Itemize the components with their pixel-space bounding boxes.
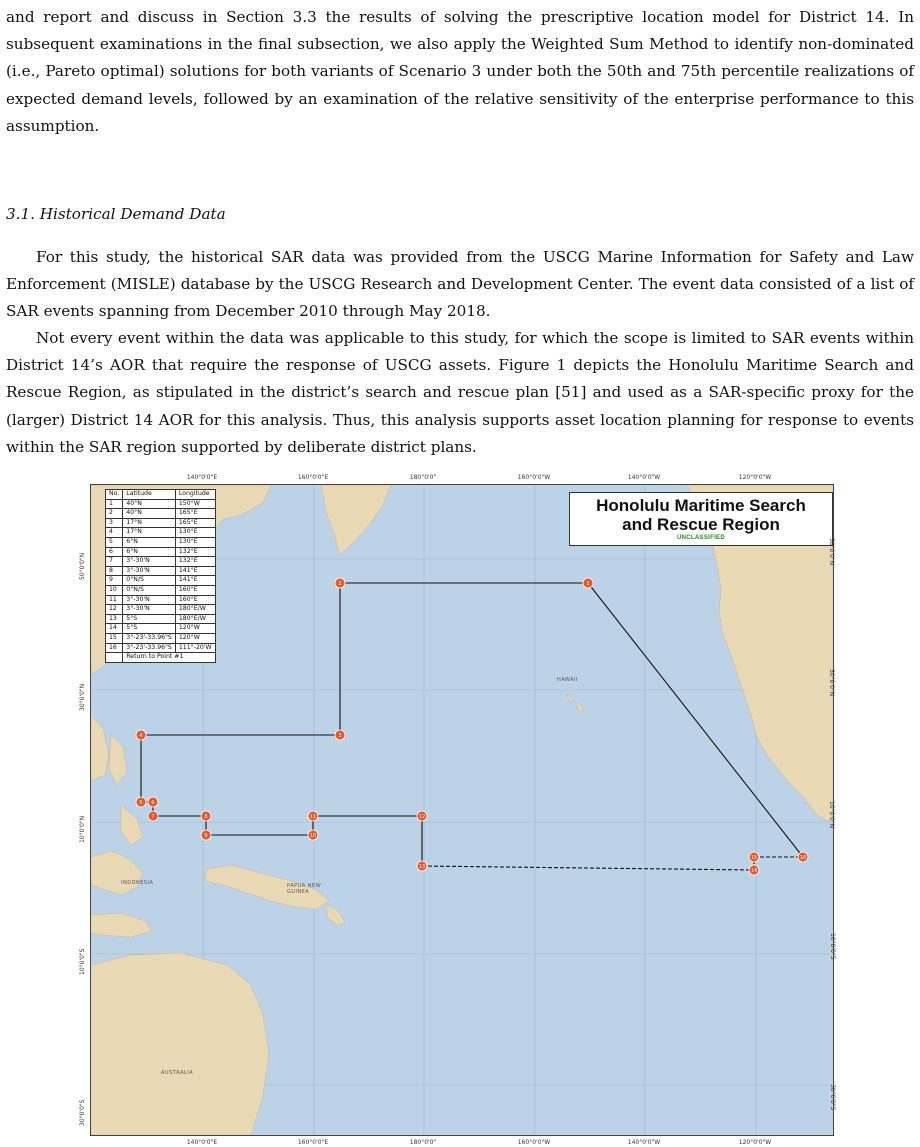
top-tick-180: 180°0'0" [409,474,437,481]
table-cell-no: 14 [106,624,123,634]
top-tick-140w: 140°0'0"W [627,474,661,481]
table-header-longitude: Longitude [175,490,215,500]
left-tick-50n: 50°0'0"N [79,552,86,580]
table-cell-latitude: 17°N [123,518,176,528]
table-cell-latitude: 40°N [123,499,176,509]
svg-text:5: 5 [139,800,143,806]
map-title-line-1: Honolulu Maritime Search [596,496,806,515]
table-cell-latitude: 17°N [123,528,176,538]
table-cell-no: 1 [106,499,123,509]
table-cell-longitude: 130°E [175,537,215,547]
paragraph-data-source: For this study, the historical SAR data was provided from the USCG Marine Information for Safety and Law Enforcement (MISLE) database by the USCG Research and Development Center. The event data consisted of a list of SAR events spanning from December 2010 through May 2018. [6,248,914,321]
table-cell-longitude: 120°W [175,624,215,634]
left-tick-10n: 10°0'0"N [79,815,86,843]
table-row [106,518,216,528]
table-cell-latitude: 0°N/S [123,576,176,586]
svg-text:7: 7 [151,814,155,820]
svg-text:14: 14 [750,868,758,874]
svg-text:8: 8 [204,814,208,820]
classification-label: UNCLASSIFIED [677,535,725,541]
table-cell-latitude: 3°-30'N [123,566,176,576]
table-cell-no: 8 [106,566,123,576]
right-tick-30s: 30°0'0"S [828,1084,836,1111]
top-tick-120w: 120°0'0"W [738,474,772,481]
right-tick-30n: 30°0'0"N [827,669,835,697]
bottom-tick-160e: 160°0'0"E [297,1139,329,1146]
svg-text:3: 3 [338,733,342,739]
table-cell-latitude: 6°N [123,547,176,557]
table-row [106,509,216,519]
figure-sar-region-map [80,474,842,1146]
table-cell-no: 10 [106,585,123,595]
table-cell-longitude: 180°E/W [175,614,215,624]
svg-text:10: 10 [309,833,317,839]
svg-text:4: 4 [139,733,143,739]
table-cell-latitude: 0°N/S [123,585,176,595]
table-cell-latitude: 3°-30'N [123,605,176,615]
table-cell-latitude: 5°S [123,624,176,634]
map-title-line-2: and Rescue Region [622,515,780,534]
table-cell-no: 16 [106,643,123,653]
left-tick-30s: 30°0'0"S [79,1099,86,1126]
table-row [106,585,216,595]
table-cell-no: 7 [106,557,123,567]
table-cell-no: 3 [106,518,123,528]
table-row [106,614,216,624]
table-cell-latitude: 6°N [123,537,176,547]
table-cell-no: 15 [106,633,123,643]
label-hawaii: HAWAII [557,677,578,683]
table-row [106,528,216,538]
bottom-tick-180: 180°0'0" [409,1139,437,1146]
table-row [106,499,216,509]
table-row [106,643,216,653]
table-cell-longitude: 141°E [175,576,215,586]
paragraph-intro: and report and discuss in Section 3.3 the results of solving the prescriptive location model for District 14. In subsequent examinations in the final subsection, we also apply the Weighted Sum Method to identify non-dominated (i.e., Pareto optimal) solutions for both variants of Scenario 3 under both the 50th and 75th percentile realizations of expected demand levels, followed by an examination of the relative sensitivity of the enterprise performance to this assumption. [6,8,914,135]
table-cell-no: 11 [106,595,123,605]
table-row [106,624,216,634]
map-title-box [569,492,833,546]
table-cell-latitude: 3°-30'N [123,557,176,567]
label-indonesia: INDONESIA [121,880,154,886]
table-cell-longitude: 150°W [175,499,215,509]
table-cell-no: 5 [106,537,123,547]
svg-text:12: 12 [418,814,426,820]
table-cell-longitude: 130°E [175,528,215,538]
table-cell-longitude: 132°E [175,557,215,567]
right-tick-10s: 10°0'0"S [828,933,836,960]
right-tick-10n: 10°0'0"N [827,801,835,829]
svg-text:16: 16 [799,855,807,861]
table-cell-no: 12 [106,605,123,615]
coordinates-table [105,489,216,663]
svg-text:11: 11 [309,814,317,820]
table-cell-longitude: 111°-20'W [175,643,215,653]
table-row [106,566,216,576]
table-cell-latitude: 3°-30'N [123,595,176,605]
table-cell-longitude: 141°E [175,566,215,576]
map-frame [90,484,834,1136]
table-cell-no: 13 [106,614,123,624]
table-footer-row [106,653,216,663]
top-tick-160e: 160°0'0"E [297,474,329,481]
table-cell-latitude: 40°N [123,509,176,519]
table-cell-no: 2 [106,509,123,519]
table-cell-latitude: 5°S [123,614,176,624]
table-header-latitude: Latitude [123,490,176,500]
bottom-tick-140w: 140°0'0"W [627,1139,661,1146]
table-cell-longitude: 160°E [175,585,215,595]
svg-text:2: 2 [338,581,342,587]
table-footer-return: Return to Point #1 [123,653,215,663]
svg-text:15: 15 [750,855,758,861]
svg-text:13: 13 [418,864,426,870]
table-cell-longitude: 132°E [175,547,215,557]
bottom-tick-140e: 140°0'0"E [186,1139,218,1146]
bottom-tick-160w: 160°0'0"W [517,1139,551,1146]
table-row [106,576,216,586]
svg-text:1: 1 [586,581,590,587]
table-row [106,633,216,643]
table-header-no: No. [106,490,123,500]
table-cell-no: 6 [106,547,123,557]
top-tick-160w: 160°0'0"W [517,474,551,481]
table-header-row [106,490,216,500]
table-row [106,595,216,605]
svg-text:6: 6 [151,800,155,806]
table-cell-longitude: 120°W [175,633,215,643]
table-row [106,605,216,615]
table-cell-longitude: 165°E [175,518,215,528]
left-tick-10s: 10°0'0"S [79,948,86,975]
table-row [106,537,216,547]
table-cell-latitude: 3°-23'-33.96"S [123,633,176,643]
top-tick-140e: 140°0'0"E [186,474,218,481]
table-cell-longitude: 165°E [175,509,215,519]
label-australia: AUSTRALIA [161,1070,194,1076]
paragraph-scope: Not every event within the data was applicable to this study, for which the scope is limited to SAR events within District 14’s AOR that require the response of USCG assets. Figure 1 depicts the Honolulu Maritime Search and Rescue Region, as stipulated in the district’s search and rescue plan [51] and used as a SAR-specific proxy for the (larger) District 14 AOR for this analysis. Thus, this analysis supports asset location planning for response to events within the SAR region supported by deliberate district plans. [6,329,914,456]
table-row [106,547,216,557]
subsection-heading: 3.1. Historical Demand Data [6,205,226,223]
label-papua-new-guinea: PAPUA NEW GUINEA [287,883,322,895]
right-tick-50n: 50°0'0"N [827,538,835,566]
table-cell-longitude: 160°E [175,595,215,605]
svg-text:9: 9 [204,833,208,839]
table-row [106,557,216,567]
table-cell-latitude: 3°-23'-33.96"S [123,643,176,653]
table-cell-longitude: 180°E/W [175,605,215,615]
bottom-tick-120w: 120°0'0"W [738,1139,772,1146]
table-cell-no: 4 [106,528,123,538]
left-tick-30n: 30°0'0"N [79,683,86,711]
table-cell-no: 9 [106,576,123,586]
